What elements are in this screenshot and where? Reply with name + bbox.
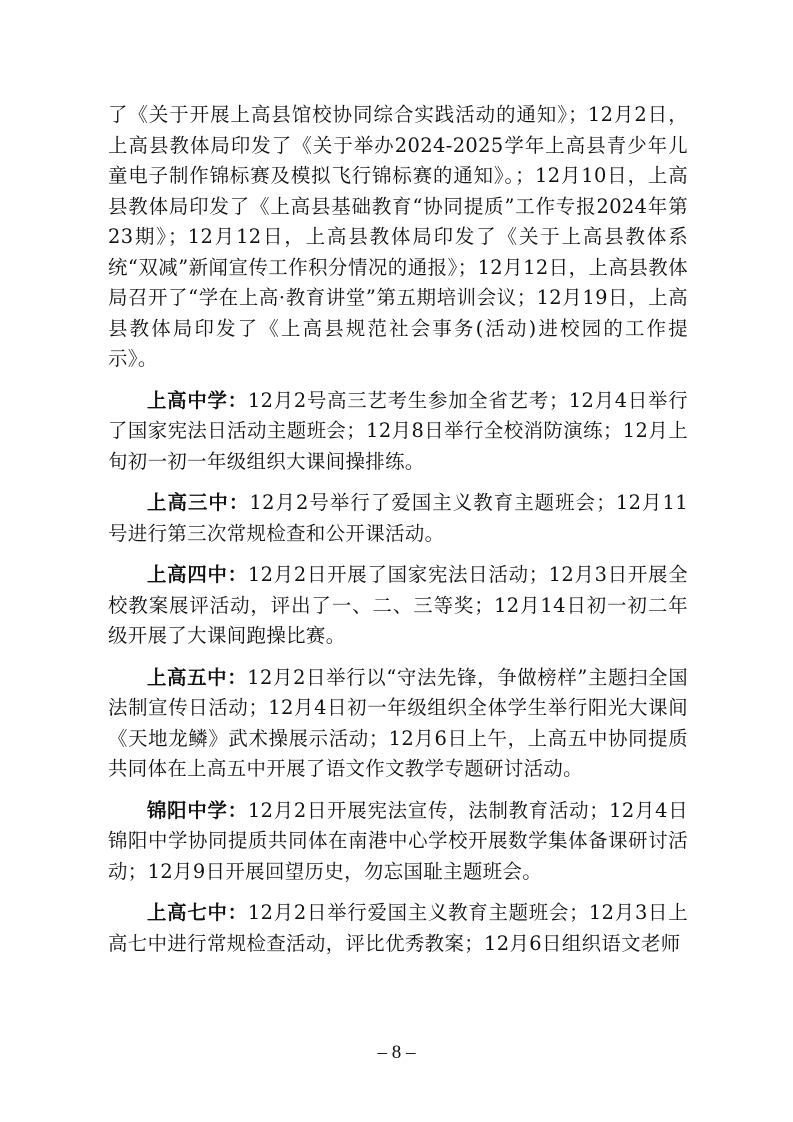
paragraph-text: 12月2日举行爱国主义教育主题班会；12月3日上高七中进行常规检查活动，评比优秀教案；12月6日组织语文老师 (108, 901, 689, 955)
paragraph-text: 12月2号高三艺考生参加全省艺考；12月4日举行了国家宪法日活动主题班会；12月8日举行全校消防演练；12月上旬初一初一年级组织大课间操排练。 (108, 388, 689, 473)
school-name: 上高三中： (147, 491, 250, 514)
paragraph-shanggao-no4-middle-school (108, 560, 688, 652)
paragraph-shanggao-no7-middle-school (108, 898, 688, 959)
school-name: 上高四中： (147, 563, 248, 586)
school-name: 上高五中： (147, 665, 248, 689)
paragraph-text: 了《关于开展上高县馆校协同综合实践活动的通知》；12月2日，上高县教体局印发了《关于举办2024-2025学年上高县青少年儿童电子制作锦标赛及模拟飞行锦标赛的通知》。；12月10日，上高县教体局印发了《上高县基础教育“协同提质”工作专报2024年第23期》；12月12日，上高县教体局印发了《关于上高县教体系统“双减”新闻宣传工作积分情况的通报》；12月12日，上高县教体局召开了“学在上高·教育讲堂”第五期培训会议；12月19日，上高县教体局印发了《上高县规范社会事务(活动)进校园的工作提示》。 (108, 103, 688, 370)
page-number: – 8 – (377, 1042, 416, 1063)
school-name: 上高中学： (147, 388, 248, 412)
paragraph-text: 12月2日开展了国家宪法日活动；12月3日开展全校教案展评活动，评出了一、二、三等奖；12月14日初一初二年级开展了大课间跑操比赛。 (108, 563, 689, 647)
school-name: 锦阳中学： (147, 798, 248, 822)
paragraph-county-bureau-notices (108, 100, 688, 375)
paragraph-shanggao-no3-middle-school (108, 488, 688, 549)
paragraph-text: 12月2日开展宪法宣传，法制教育活动；12月4日锦阳中学协同提质共同体在南港中心学校开展数学集体备课研讨活动；12月9日开展回望历史，勿忘国耻主题班会。 (108, 798, 689, 883)
paragraph-shanggao-no5-middle-school (108, 663, 688, 785)
paragraph-text: 12月2日举行以“守法先锋，争做榜样”主题扫全国法制宣传日活动；12月4日初一年级组织全体学生举行阳光大课间《天地龙鳞》武术操展示活动；12月6日上午，上高五中协同提质共同体在上高五中开展了语文作文教学专题研讨活动。 (108, 665, 689, 780)
paragraph-jinyang-middle-school (108, 796, 688, 888)
paragraph-text: 12月2号举行了爱国主义教育主题班会；12月11号进行第三次常规检查和公开课活动。 (108, 491, 689, 545)
paragraph-shanggao-middle-school (108, 386, 688, 478)
school-name: 上高七中： (147, 901, 248, 924)
body-text (108, 100, 688, 970)
